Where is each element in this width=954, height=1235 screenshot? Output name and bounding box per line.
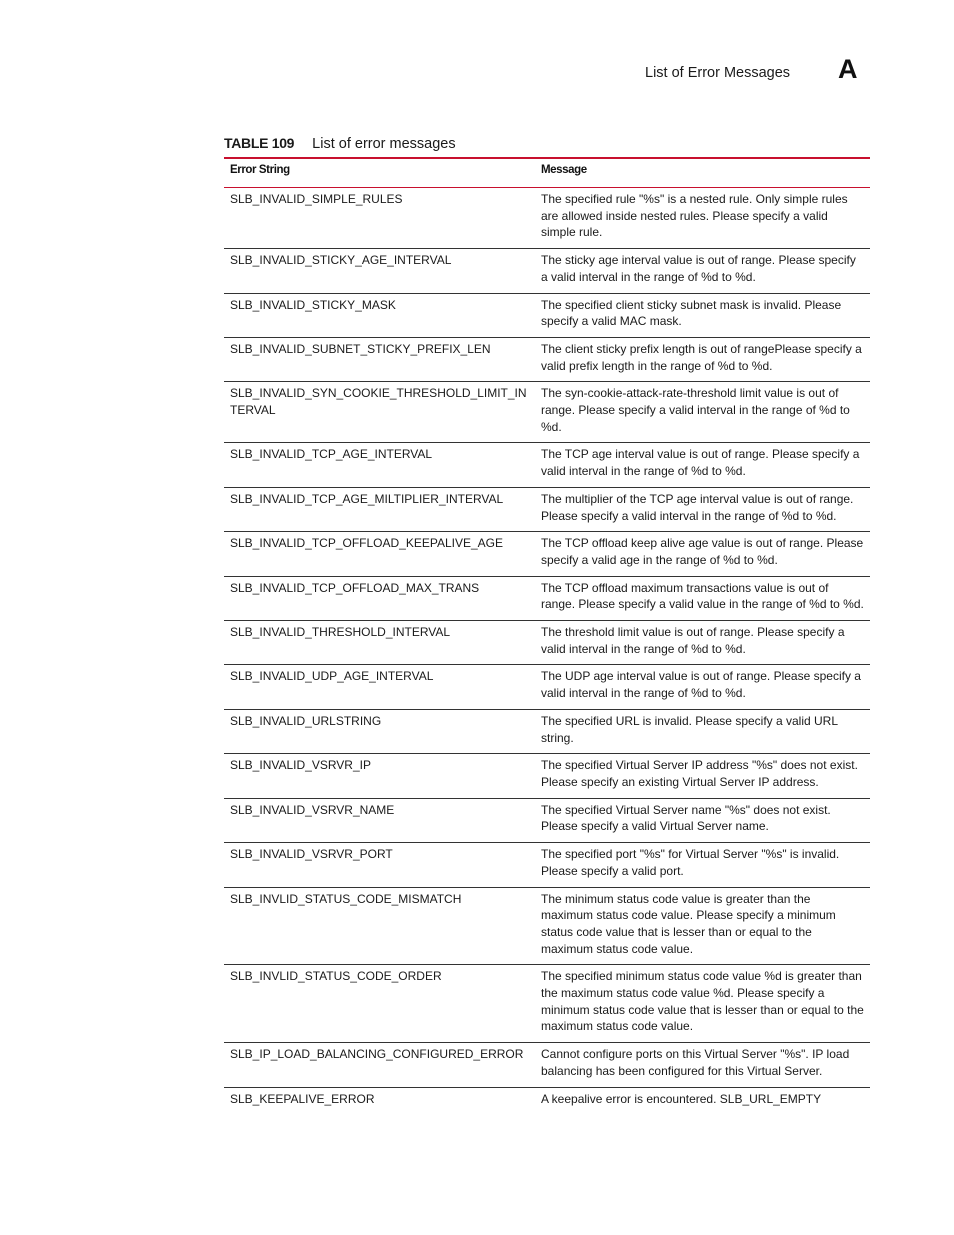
error-string-cell: SLB_INVALID_TCP_AGE_INTERVAL — [230, 447, 433, 462]
error-string-cell: SLB_IP_LOAD_BALANCING_CONFIGURED_ERROR — [230, 1047, 524, 1062]
message-cell: The multiplier of the TCP age interval value is out of range. Please specify a valid interval in the range of %d to %d. — [541, 491, 854, 523]
message-cell: The specified Virtual Server name "%s" does not exist. Please specify a valid Virtual Server name. — [541, 802, 831, 834]
table-row — [224, 754, 870, 798]
error-string-cell: SLB_INVALID_STICKY_MASK — [230, 297, 396, 312]
error-string-cell: SLB_KEEPALIVE_ERROR — [230, 1091, 375, 1106]
table-row — [224, 249, 870, 293]
appendix-letter: A — [838, 54, 858, 84]
table-row — [224, 576, 870, 620]
table-title: List of error messages — [312, 136, 456, 152]
table-number: TABLE 109 — [224, 135, 295, 151]
message-cell: The specified client sticky subnet mask is invalid. Please specify a valid MAC mask. — [541, 297, 842, 329]
message-cell: The syn-cookie-attack-rate-threshold limit value is out of range. Please specify a valid interval in the range of %d to %d. — [541, 386, 850, 434]
error-table-container — [224, 157, 870, 1114]
message-cell: The specified URL is invalid. Please specify a valid URL string. — [541, 713, 838, 745]
table-row — [224, 798, 870, 842]
error-string-cell: SLB_INVALID_TCP_OFFLOAD_KEEPALIVE_AGE — [230, 536, 503, 551]
running-header-title: List of Error Messages — [645, 65, 791, 81]
table-row — [224, 337, 870, 381]
error-string-cell: SLB_INVALID_VSRVR_NAME — [230, 802, 395, 817]
error-string-cell: SLB_INVALID_SUBNET_STICKY_PREFIX_LEN — [230, 341, 491, 356]
table-row — [224, 621, 870, 665]
table-header-row — [224, 158, 870, 188]
error-string-cell: SLB_INVLID_STATUS_CODE_ORDER — [230, 969, 442, 984]
table-row — [224, 1043, 870, 1087]
message-cell: The minimum status code value is greater than the maximum status code value. Please specify a minimum status code value that is lesser than or equal to the maximum status code value. — [541, 891, 836, 956]
table-caption — [224, 135, 456, 152]
error-string-cell: SLB_INVALID_SIMPLE_RULES — [230, 192, 403, 206]
table-row — [224, 965, 870, 1043]
table-row — [224, 382, 870, 443]
message-cell: The sticky age interval value is out of range. Please specify a valid interval in the range of %d to %d. — [541, 253, 856, 284]
message-cell: The threshold limit value is out of range. Please specify a valid interval in the range of %d to %d. — [541, 625, 845, 656]
message-cell: The specified rule "%s" is a nested rule. Only simple rules are allowed inside nested rules. Please specify a valid simple rule. — [541, 192, 848, 240]
error-string-cell: SLB_INVALID_STICKY_AGE_INTERVAL — [230, 253, 452, 268]
error-string-cell: SLB_INVALID_VSRVR_IP — [230, 758, 371, 773]
error-string-cell: SLB_INVALID_SYN_COOKIE_THRESHOLD_LIMIT_INTERVAL — [230, 386, 527, 418]
message-cell: The specified minimum status code value %d is greater than the maximum status code value %d. Please specify a minimum status code value that is lesser than or equal to the maximum status code value. — [541, 969, 864, 1034]
error-string-cell: SLB_INVALID_UDP_AGE_INTERVAL — [230, 669, 434, 684]
table-row — [224, 843, 870, 887]
table-row — [224, 532, 870, 576]
table-row — [224, 188, 870, 249]
message-cell: Cannot configure ports on this Virtual Server "%s". IP load balancing has been configured for this Virtual Server. — [541, 1047, 850, 1078]
message-cell: A keepalive error is encountered. SLB_URL_EMPTY — [541, 1091, 822, 1106]
message-cell: The TCP offload maximum transactions value is out of range. Please specify a valid value in the range of %d to %d. — [541, 580, 864, 612]
table-row — [224, 887, 870, 965]
table-row — [224, 665, 870, 709]
message-cell: The TCP offload keep alive age value is out of range. Please specify a valid age in the range of %d to %d. — [541, 536, 864, 567]
message-cell: The TCP age interval value is out of range. Please specify a valid interval in the range of %d to %d. — [541, 447, 860, 479]
message-cell: The specified port "%s" for Virtual Server "%s" is invalid. Please specify a valid port. — [541, 847, 840, 878]
error-string-cell: SLB_INVLID_STATUS_CODE_MISMATCH — [230, 891, 462, 906]
table-row — [224, 487, 870, 531]
column-header-message: Message — [541, 164, 587, 176]
message-cell: The client sticky prefix length is out of rangePlease specify a valid prefix length in the range of %d to %d. — [541, 341, 862, 373]
error-messages-table — [224, 157, 870, 1114]
error-string-cell: SLB_INVALID_TCP_OFFLOAD_MAX_TRANS — [230, 580, 480, 595]
table-row — [224, 1087, 870, 1114]
column-header-error-string: Error String — [230, 164, 290, 176]
error-string-cell: SLB_INVALID_THRESHOLD_INTERVAL — [230, 625, 451, 640]
message-cell: The UDP age interval value is out of range. Please specify a valid interval in the range of %d to %d. — [541, 669, 861, 701]
table-row — [224, 443, 870, 487]
error-string-cell: SLB_INVALID_TCP_AGE_MILTIPLIER_INTERVAL — [230, 491, 504, 506]
table-row — [224, 293, 870, 337]
error-string-cell: SLB_INVALID_URLSTRING — [230, 713, 382, 728]
message-cell: The specified Virtual Server IP address "%s" does not exist. Please specify an existing Virtual Server IP address. — [541, 758, 858, 789]
error-string-cell: SLB_INVALID_VSRVR_PORT — [230, 847, 393, 862]
table-row — [224, 709, 870, 753]
